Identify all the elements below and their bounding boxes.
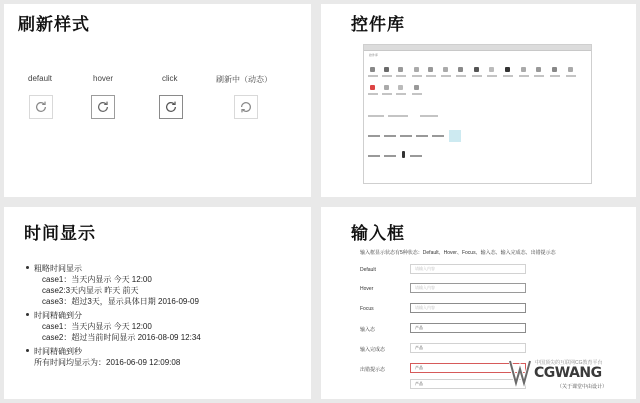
window-name: 控件库: [369, 53, 379, 57]
panel-title: 刷新样式: [18, 15, 90, 34]
loading-spinner-icon: [239, 100, 253, 114]
library-item-icon: [370, 85, 375, 90]
input-state-label: 输入完成态: [360, 347, 386, 353]
library-item-icon: [370, 67, 375, 72]
library-item-icon: [536, 67, 541, 72]
library-item-icon: [384, 85, 389, 90]
watermark: [509, 354, 633, 394]
input-error[interactable]: 产品: [410, 363, 526, 373]
input-typing[interactable]: 产品: [410, 323, 526, 333]
library-screenshot: [363, 44, 592, 184]
library-item-icon: [428, 67, 433, 72]
state-label: 刷新中（动态）: [216, 75, 272, 84]
refresh-button-click[interactable]: [159, 95, 183, 119]
state-label: hover: [93, 74, 114, 83]
library-item-caption: [432, 135, 444, 137]
library-item-caption: [400, 135, 412, 137]
library-item-caption: [503, 75, 513, 77]
library-highlight: [449, 130, 461, 142]
section-heading: 时间精确到分: [34, 311, 82, 320]
section-heading: 粗略时间显示: [34, 264, 82, 273]
refresh-style-panel: [4, 4, 311, 197]
library-item-icon: [398, 67, 403, 72]
time-rule-section: [26, 310, 201, 321]
library-item-icon: [443, 67, 448, 72]
library-item-icon: [568, 67, 573, 72]
state-label: default: [28, 74, 53, 83]
library-item-caption: [396, 75, 406, 77]
case-line: case2：超过当前时间显示 2016-08-09 12:34: [42, 333, 201, 342]
library-item-caption: [396, 93, 406, 95]
case-line: case2:3天内显示 昨天 前天: [42, 286, 139, 295]
bullet: [26, 349, 29, 352]
input-state-label: Hover: [360, 286, 374, 292]
library-item-caption: [472, 75, 482, 77]
library-item-caption: [416, 135, 428, 137]
library-item-caption: [534, 75, 544, 77]
library-item-caption: [550, 75, 560, 77]
library-item-caption: [487, 75, 497, 77]
library-item-icon: [458, 67, 463, 72]
library-item-caption: [388, 115, 408, 117]
library-item-caption: [420, 115, 438, 117]
library-item-caption: [368, 75, 378, 77]
bullet: [26, 313, 29, 316]
library-item-icon: [474, 67, 479, 72]
library-item-icon: [552, 67, 557, 72]
time-rules-list: [26, 263, 201, 368]
input-state-label: Default: [360, 267, 376, 273]
cgwang-logo-icon: [509, 357, 531, 387]
library-item-icon: [414, 67, 419, 72]
library-item-caption: [368, 135, 380, 137]
library-item-icon: [521, 67, 526, 72]
panel-title: 控件库: [351, 15, 405, 34]
library-item-caption: [382, 75, 392, 77]
library-item-caption: [384, 155, 396, 157]
library-item-caption: [412, 93, 422, 95]
input-focus[interactable]: 请输入内容: [410, 303, 526, 313]
library-item-caption: [519, 75, 529, 77]
state-loading: [216, 74, 272, 85]
case-line: 所有时间均显示为：2016-06-09 12:09:08: [34, 358, 181, 367]
case-line: case3：超过3天，显示具体日期 2016-09-09: [42, 297, 199, 306]
input-error-alt[interactable]: 产品: [410, 379, 526, 389]
watermark-tagline: 中国顶尖的互联网CG教育平台: [535, 360, 603, 366]
case-line: case1：当天内显示 今天 12:00: [42, 322, 152, 331]
library-item-icon: [505, 67, 510, 72]
library-item-icon: [402, 151, 405, 158]
time-rule-section: [26, 263, 201, 274]
input-hover[interactable]: 请输入内容: [410, 283, 526, 293]
input-state-label: Focus: [360, 306, 374, 312]
panel-title: 时间显示: [24, 224, 96, 243]
refresh-button-default[interactable]: [29, 95, 53, 119]
refresh-icon: [164, 100, 178, 114]
library-item-icon: [414, 85, 419, 90]
watermark-subtext: （关于课堂中由设计）: [557, 384, 608, 390]
input-complete[interactable]: 产品: [410, 343, 526, 353]
state-click: [162, 74, 178, 83]
input-state-label: 出错提示态: [360, 367, 386, 373]
time-display-panel: [4, 207, 311, 399]
component-library-panel: [321, 4, 636, 197]
section-heading: 时间精确到秒: [34, 347, 82, 356]
library-item-caption: [382, 93, 392, 95]
library-item-caption: [566, 75, 576, 77]
library-item-caption: [368, 115, 384, 117]
panel-title: 输入框: [351, 224, 405, 243]
refresh-button-loading[interactable]: [234, 95, 258, 119]
bullet: [26, 266, 29, 269]
state-label: click: [162, 74, 178, 83]
library-item-caption: [384, 135, 396, 137]
library-item-icon: [489, 67, 494, 72]
refresh-icon: [96, 100, 110, 114]
library-item-caption: [412, 75, 422, 77]
library-item-icon: [384, 67, 389, 72]
refresh-button-hover[interactable]: [91, 95, 115, 119]
library-item-icon: [398, 85, 403, 90]
case-line: case1：当天内显示 今天 12:00: [42, 275, 152, 284]
library-item-caption: [441, 75, 451, 77]
input-state-label: 输入态: [360, 327, 376, 333]
input-default[interactable]: 请输入内容: [410, 264, 526, 274]
input-description: 输入框显示状态有5种状态：Default、Hover、Focus、输入态、输入完成态、出错提示态: [360, 250, 556, 256]
refresh-icon: [34, 100, 48, 114]
state-default: [28, 74, 52, 83]
library-item-caption: [368, 93, 378, 95]
library-item-caption: [368, 155, 380, 157]
watermark-logo: CGWANG: [534, 365, 602, 381]
library-item-caption: [456, 75, 466, 77]
time-rule-section: [26, 346, 201, 357]
library-item-caption: [410, 155, 422, 157]
library-item-caption: [426, 75, 436, 77]
state-hover: [93, 74, 113, 83]
window-titlebar: [364, 45, 591, 51]
